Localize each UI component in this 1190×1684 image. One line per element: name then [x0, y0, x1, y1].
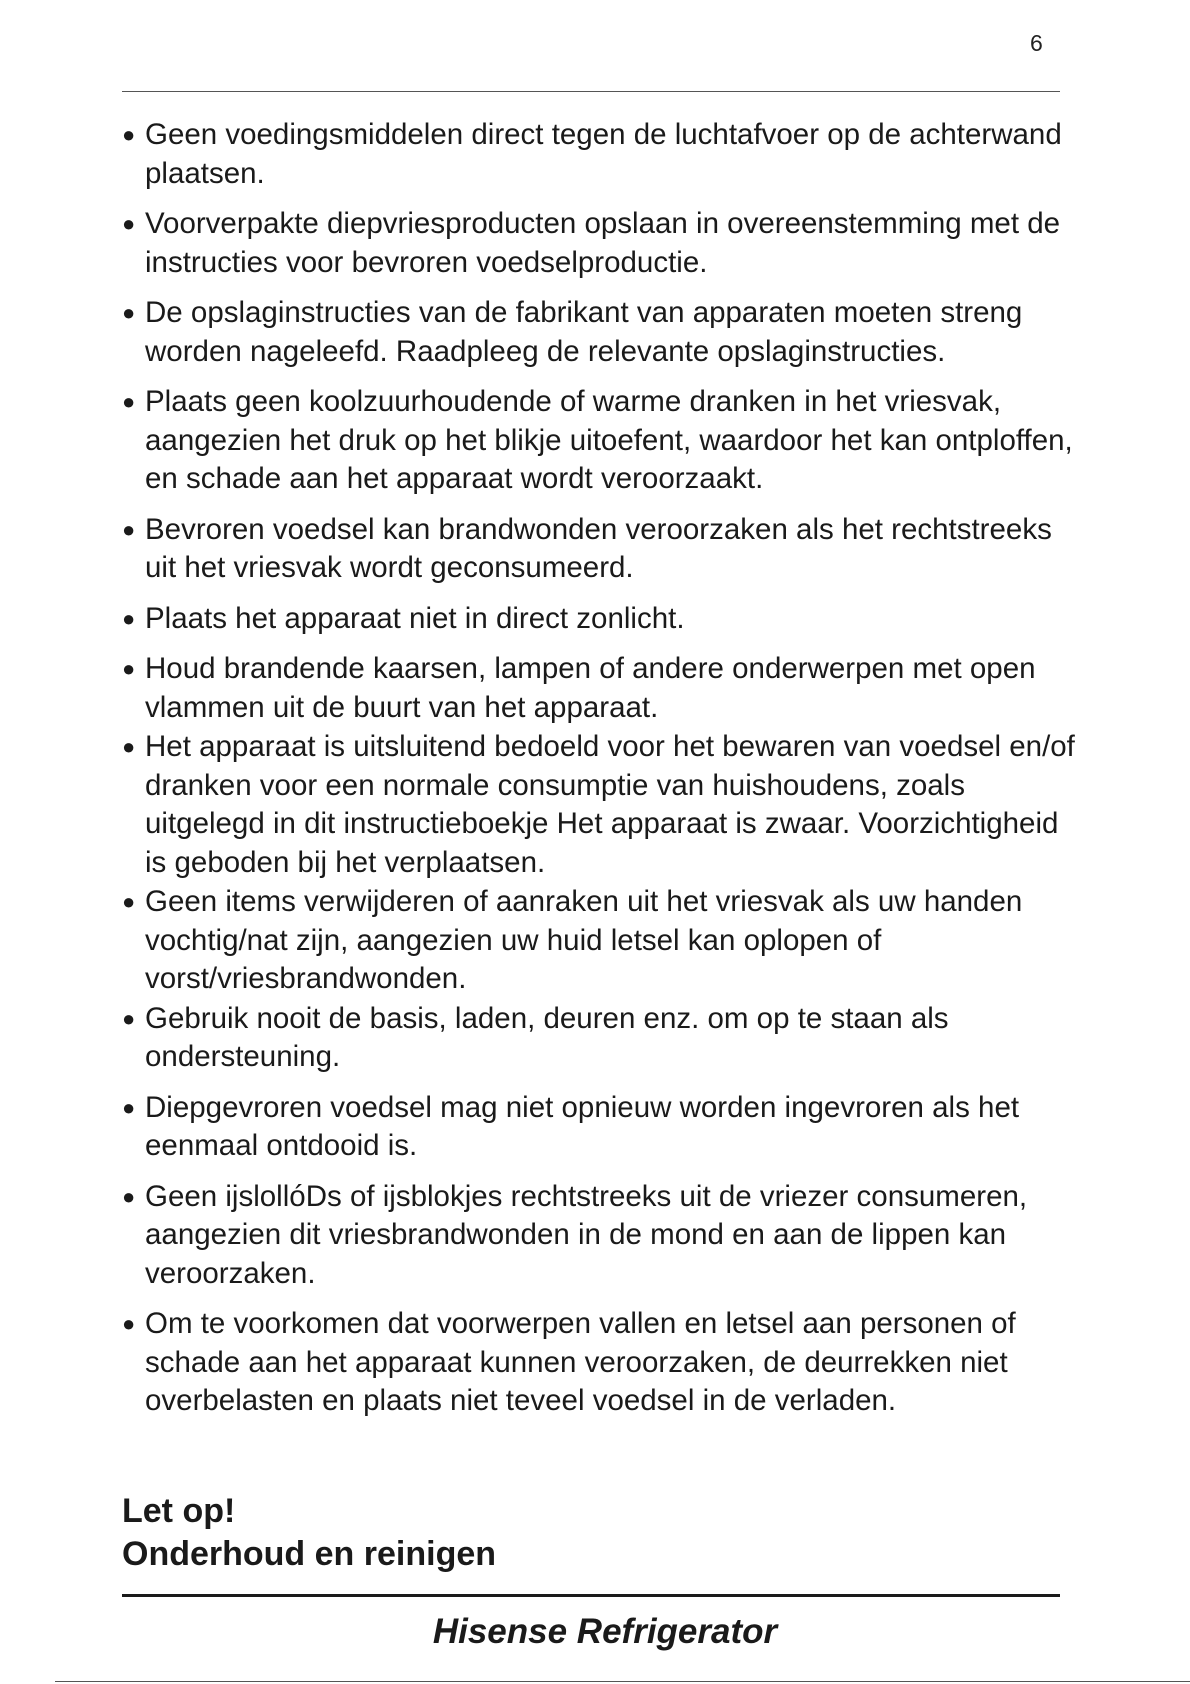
- bullet-dot-icon: ●: [122, 1005, 136, 1031]
- page-number: 6: [1030, 30, 1043, 56]
- bullet-dot-icon: ●: [122, 656, 136, 681]
- list-item: [122, 1000, 1082, 1077]
- list-item-text: Plaats geen koolzuurhoudende of warme dranken in het vriesvak, aangezien het druk op het blikje uitoefent, waardoor het kan ontploffen, en schade aan het apparaat wordt veroorzaakt.: [145, 385, 1073, 495]
- list-item: [122, 1178, 1082, 1294]
- list-item-text: Geen items verwijderen of aanraken uit het vriesvak als uw handen vochtig/nat zijn, aangezien uw huid letsel kan oplopen of vorst/vriesbrandwonden.: [145, 885, 1023, 995]
- bullet-dot-icon: ●: [122, 389, 136, 414]
- brand-name: Hisense Refrigerator: [432, 1612, 778, 1651]
- list-item: [122, 883, 1082, 999]
- list-item: [122, 294, 1082, 371]
- list-item-text: Om te voorkomen dat voorwerpen vallen en letsel aan personen of schade aan het apparaat kunnen veroorzaken, de deurrekken niet overbelasten en plaats niet teveel voedsel in de verladen.: [145, 1307, 1016, 1417]
- list-item-text: Het apparaat is uitsluitend bedoeld voor het bewaren van voedsel en/of dranken voor een normale consumptie van huishoudens, zoals uitgelegd in dit instructieboekje Het apparaat is zwaar. Voorzichtigheid is geboden bij het verplaatsen.: [145, 730, 1075, 879]
- bullet-dot-icon: ●: [122, 211, 136, 236]
- list-item: [122, 600, 1082, 639]
- list-item: [122, 1089, 1082, 1166]
- list-item-text: Bevroren voedsel kan brandwonden veroorzaken als het rechtstreeks uit het vriesvak wordt geconsumeerd.: [145, 512, 1052, 584]
- list-item-text: Voorverpakte diepvriesproducten opslaan in overeenstemming met de instructies voor bevroren voedselproductie.: [145, 207, 1061, 279]
- bullet-dot-icon: ●: [122, 605, 136, 631]
- bullet-dot-icon: ●: [122, 734, 136, 759]
- bullet-dot-icon: ●: [122, 300, 136, 325]
- safety-bullet-list: [122, 116, 1082, 1433]
- list-item: [122, 1305, 1082, 1421]
- list-item-text: Plaats het apparaat niet in direct zonlicht.: [145, 601, 685, 635]
- bullet-dot-icon: ●: [122, 889, 136, 914]
- bullet-dot-icon: ●: [122, 1183, 136, 1209]
- section-heading-block: [122, 1490, 496, 1576]
- list-item: [122, 511, 1082, 588]
- list-item-text: Houd brandende kaarsen, lampen of andere onderwerpen met open vlammen uit de buurt van het apparaat.: [145, 652, 1036, 724]
- list-item: [122, 205, 1082, 282]
- list-item: [122, 650, 1082, 727]
- list-item: [122, 728, 1082, 882]
- bullet-dot-icon: ●: [122, 1311, 136, 1336]
- bullet-dot-icon: ●: [122, 1094, 136, 1120]
- bullet-dot-icon: ●: [122, 122, 136, 147]
- page-edge-rule: [55, 1681, 1190, 1682]
- bottom-divider: [122, 1594, 1060, 1597]
- list-item-text: Gebruik nooit de basis, laden, deuren enz. om op te staan als ondersteuning.: [145, 1001, 949, 1073]
- list-item-text: Diepgevroren voedsel mag niet opnieuw worden ingevroren als het eenmaal ontdooid is.: [145, 1090, 1020, 1162]
- list-item-text: Geen ijslollóDs of ijsblokjes rechtstreeks uit de vriezer consumeren, aangezien dit vriesbrandwonden in de mond en aan de lippen kan veroorzaken.: [145, 1179, 1028, 1290]
- top-divider: [122, 91, 1060, 92]
- brand-footer: [0, 1612, 1190, 1652]
- bullet-dot-icon: ●: [122, 516, 136, 542]
- list-item: [122, 116, 1082, 193]
- list-item-text: De opslaginstructies van de fabrikant van apparaten moeten streng worden nageleefd. Raadpleeg de relevante opslaginstructies.: [145, 296, 1023, 368]
- list-item-text: Geen voedingsmiddelen direct tegen de luchtafvoer op de achterwand plaatsen.: [145, 118, 1062, 190]
- list-item: [122, 383, 1082, 499]
- section-heading-caution: Let op!: [122, 1492, 236, 1530]
- section-heading-maintenance: Onderhoud en reinigen: [122, 1535, 497, 1573]
